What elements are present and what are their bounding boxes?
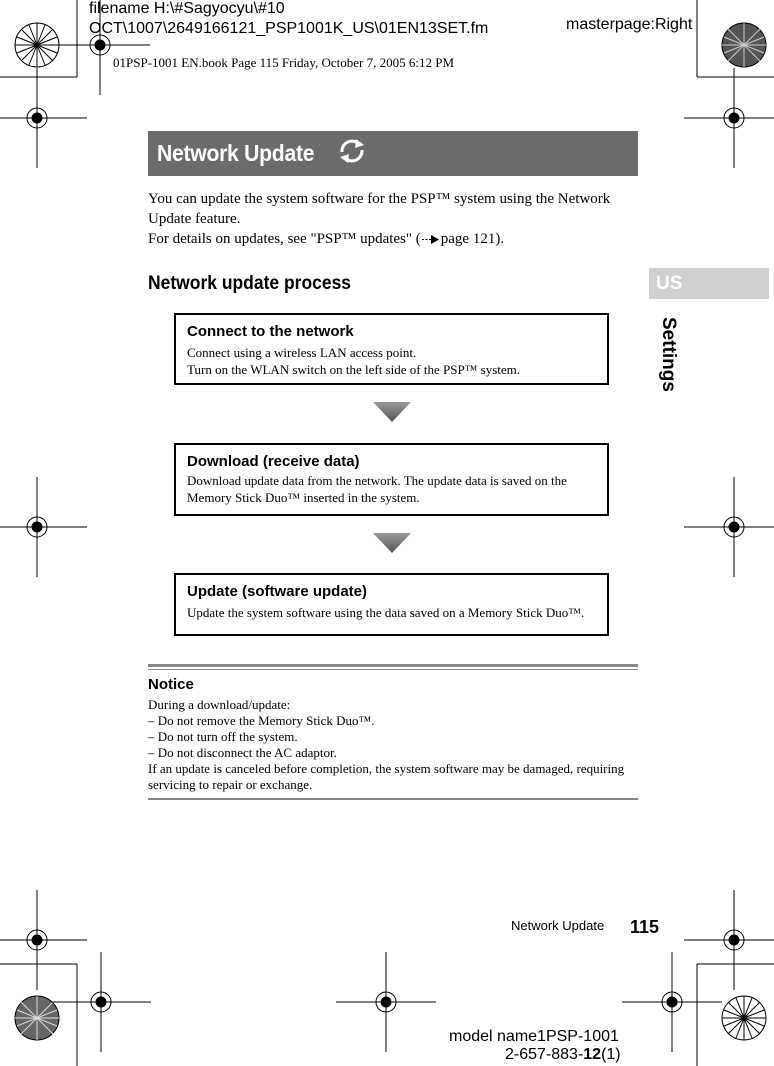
- down-triangle-icon: [373, 402, 411, 422]
- step-title: Update (software update): [187, 583, 368, 600]
- color-bar-target-icon: [722, 996, 766, 1040]
- notice-line: – Do not remove the Memory Stick Duo™.: [148, 713, 375, 728]
- print-masterpage: masterpage:Right: [566, 16, 693, 33]
- step-text: Turn on the WLAN switch on the left side of the PSP™ system.: [187, 362, 521, 377]
- registration-crosshair-icon: [622, 952, 722, 1052]
- step-text: Update the system software using the data saved on a Memory Stick Duo™.: [187, 605, 585, 620]
- print-filename-line2: OCT\1007\2649166121_PSP1001K_US\01EN13SET.fm: [89, 20, 489, 37]
- step-text: Memory Stick Duo™ inserted in the system.: [187, 490, 420, 505]
- model-code-bold: 12: [583, 1046, 602, 1063]
- notice-rule: [148, 798, 638, 800]
- registration-crosshair-icon: [684, 477, 774, 577]
- notice-line: – Do not disconnect the AC adaptor.: [148, 745, 337, 760]
- color-bar-target-icon: [15, 996, 59, 1040]
- page-title-bar: [148, 131, 638, 176]
- notice-body: [148, 697, 640, 793]
- region-tab: US: [649, 268, 769, 299]
- notice-rule: [148, 669, 638, 670]
- notice-line: During a download/update:: [148, 697, 291, 712]
- registration-crosshair-icon: [0, 477, 87, 577]
- registration-crosshair-icon: [0, 890, 87, 990]
- intro-line: You can update the system software for the PSP™ system using the Network: [148, 191, 611, 207]
- down-triangle-icon: [373, 533, 411, 553]
- section-heading: Network update process: [148, 273, 352, 294]
- registration-crosshair-icon: [0, 68, 87, 168]
- refresh-arrows-icon: [334, 136, 370, 171]
- notice-line: If an update is canceled before completion, the system software may be damaged, requiring: [148, 761, 625, 776]
- step-text: Download update data from the network. The update data is saved on the: [187, 473, 567, 488]
- step-box-connect: [174, 313, 609, 385]
- step-box-update: [174, 573, 609, 636]
- step-title: Connect to the network: [187, 323, 354, 340]
- page-reference-arrow-icon: [421, 231, 441, 247]
- print-filename-line1: filename H:\#Sagyocyu\#10: [89, 0, 285, 17]
- notice-line: servicing to repair or exchange.: [148, 777, 313, 792]
- print-book-line: 01PSP-1001 EN.book Page 115 Friday, October 7, 2005 6:12 PM: [113, 55, 455, 70]
- intro-paragraph: [148, 189, 638, 249]
- model-code: [505, 1046, 621, 1064]
- registration-crosshair-icon: [51, 952, 151, 1052]
- notice-title: Notice: [148, 676, 194, 693]
- page-title: Network Update: [157, 140, 315, 166]
- registration-crosshair-icon: [684, 68, 774, 168]
- model-name: model name1PSP-1001: [449, 1028, 619, 1045]
- color-bar-target-icon: [722, 23, 766, 67]
- registration-crosshair-icon: [336, 952, 436, 1052]
- intro-reference: [148, 229, 638, 249]
- intro-ref-prefix: For details on updates, see "PSP™ updates" (: [148, 231, 421, 247]
- intro-line: Update feature.: [148, 211, 241, 227]
- section-tab-label: Settings: [658, 317, 679, 392]
- notice-rule: [148, 664, 638, 667]
- intro-ref-page: page 121).: [440, 231, 505, 247]
- page-number: 115: [630, 917, 660, 937]
- footer-section-label: Network Update: [511, 918, 605, 933]
- model-code-prefix: 2-657-883-: [505, 1046, 584, 1063]
- notice-line: – Do not turn off the system.: [148, 729, 298, 744]
- step-box-download: [174, 443, 609, 516]
- model-code-suffix: (1): [601, 1046, 621, 1063]
- step-text: Connect using a wireless LAN access point.: [187, 345, 417, 360]
- step-title: Download (receive data): [187, 453, 360, 470]
